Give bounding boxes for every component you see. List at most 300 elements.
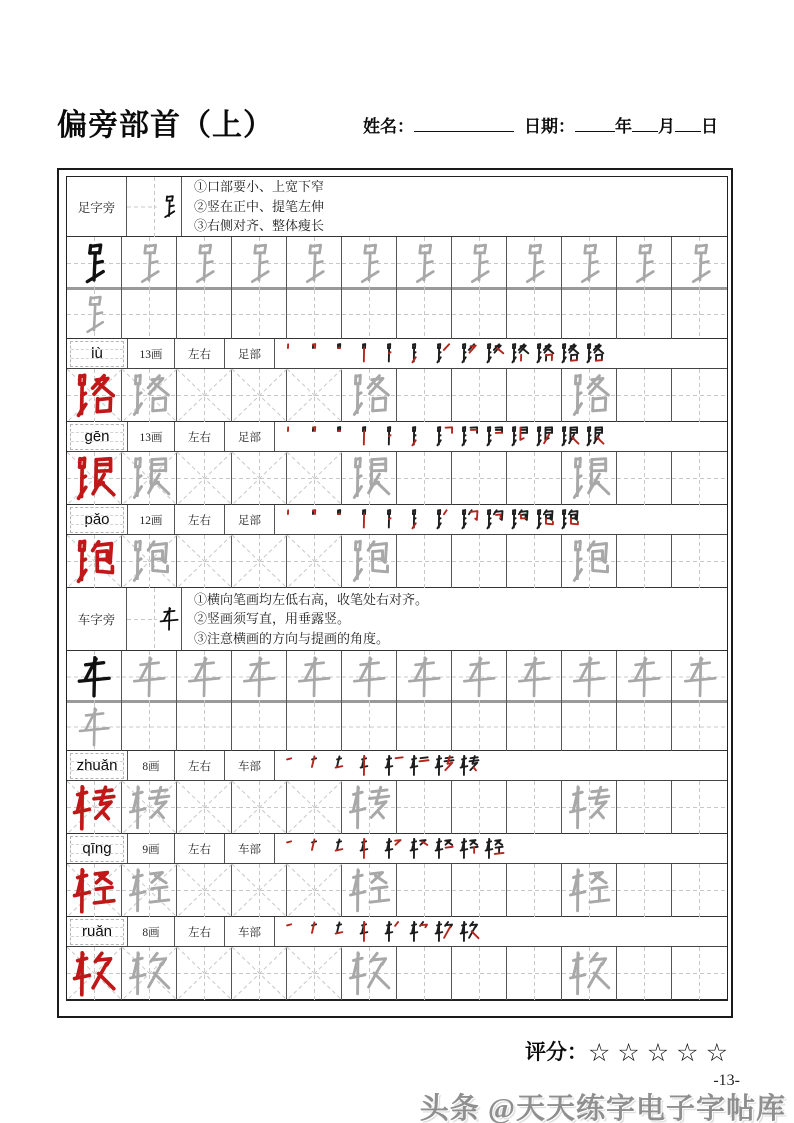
grid-cell bbox=[287, 452, 342, 505]
glyph-lu bbox=[384, 343, 405, 364]
grid-cell bbox=[397, 452, 452, 505]
glyph-qing bbox=[484, 838, 505, 859]
guide-grid bbox=[562, 290, 617, 339]
guide-grid bbox=[127, 177, 157, 237]
grid-cell bbox=[672, 452, 727, 505]
grid-cell bbox=[507, 237, 562, 290]
glyph-gen bbox=[127, 456, 172, 501]
char-practice-row bbox=[67, 947, 727, 1000]
guide-grid bbox=[342, 703, 397, 751]
grid-cell bbox=[617, 947, 672, 1000]
guide-grid bbox=[232, 452, 287, 505]
grid-cell bbox=[177, 947, 232, 1000]
tip-line: ①口部要小、上宽下窄 bbox=[194, 179, 325, 195]
grid-cell bbox=[287, 651, 342, 703]
glyph-zu bbox=[458, 243, 500, 285]
glyph-pao bbox=[559, 509, 580, 530]
section-header-row bbox=[67, 588, 727, 651]
glyph-lu bbox=[309, 343, 330, 364]
stroke-count-cell: 8画 bbox=[128, 917, 175, 946]
guide-grid bbox=[672, 703, 727, 751]
radical-label: 车字旁 bbox=[67, 588, 127, 650]
grid-cell bbox=[672, 651, 727, 703]
glyph-gen bbox=[384, 426, 405, 447]
pinyin-cell bbox=[67, 917, 128, 946]
radical-cell: 足部 bbox=[225, 339, 275, 368]
stroke-order-diagram bbox=[275, 917, 727, 946]
glyph-ruan bbox=[359, 921, 380, 942]
practice-sheet bbox=[57, 168, 733, 1018]
grid-cell bbox=[287, 864, 342, 917]
guide-grid bbox=[507, 535, 562, 588]
grid-cell bbox=[342, 651, 397, 703]
radical-cell: 车部 bbox=[225, 751, 275, 780]
glyph-zu bbox=[128, 243, 170, 285]
guide-grid bbox=[397, 452, 452, 505]
glyph-qing bbox=[459, 838, 480, 859]
guide-grid bbox=[127, 588, 157, 651]
grid-cell bbox=[672, 947, 727, 1000]
glyph-pao bbox=[534, 509, 555, 530]
stroke-count-cell: 9画 bbox=[128, 834, 175, 863]
glyph-che bbox=[679, 656, 721, 698]
guide-grid bbox=[397, 369, 452, 422]
glyph-ruan bbox=[347, 951, 392, 996]
grid-cell bbox=[67, 290, 122, 339]
glyph-che bbox=[348, 656, 390, 698]
pinyin-box: pǎo bbox=[70, 507, 124, 533]
glyph-gen bbox=[434, 426, 455, 447]
guide-grid bbox=[287, 452, 342, 505]
stroke-order-diagram bbox=[275, 339, 727, 368]
glyph-gen bbox=[567, 456, 612, 501]
grid-cell bbox=[672, 237, 727, 290]
glyph-che bbox=[458, 656, 500, 698]
stroke-order-diagram bbox=[275, 422, 727, 451]
grid-cell bbox=[562, 947, 617, 1000]
guide-grid bbox=[287, 535, 342, 588]
glyph-che bbox=[238, 656, 280, 698]
glyph-che bbox=[513, 656, 555, 698]
structure-cell: 左右 bbox=[175, 834, 225, 863]
grid-cell bbox=[452, 781, 507, 834]
grid-cell bbox=[67, 781, 122, 834]
guide-grid bbox=[287, 369, 342, 422]
grid-cell bbox=[232, 651, 287, 703]
tip-line: ②竖在正中、提笔左伸 bbox=[194, 198, 325, 214]
glyph-zu bbox=[513, 243, 555, 285]
guide-grid bbox=[177, 290, 232, 339]
guide-grid bbox=[452, 452, 507, 505]
glyph-zu bbox=[73, 243, 115, 285]
writing-tips bbox=[182, 588, 727, 650]
glyph-gen bbox=[559, 426, 580, 447]
guide-grid bbox=[397, 290, 452, 339]
grid-cell bbox=[122, 947, 177, 1000]
grid-cell bbox=[617, 369, 672, 422]
grid-cell bbox=[397, 237, 452, 290]
char-practice-row bbox=[67, 864, 727, 917]
grid-cell bbox=[672, 703, 727, 751]
date-label: 日期： bbox=[524, 117, 575, 136]
glyph-zhuan bbox=[334, 755, 355, 776]
glyph-pao bbox=[484, 509, 505, 530]
glyph-pao bbox=[127, 539, 172, 584]
guide-grid bbox=[617, 452, 672, 505]
guide-grid bbox=[617, 781, 672, 834]
grid-cell bbox=[617, 864, 672, 917]
guide-grid bbox=[177, 864, 232, 917]
glyph-lu bbox=[559, 343, 580, 364]
guide-grid bbox=[287, 290, 342, 339]
pinyin-cell bbox=[67, 505, 128, 534]
stroke-count-cell: 13画 bbox=[128, 339, 175, 368]
pinyin-box: qīng bbox=[70, 836, 124, 862]
grid-cell bbox=[342, 369, 397, 422]
guide-grid bbox=[617, 703, 672, 751]
radical-practice-row bbox=[67, 703, 727, 751]
glyph-gen bbox=[584, 426, 605, 447]
score-label: 评分： bbox=[524, 1040, 588, 1064]
grid-cell bbox=[342, 290, 397, 339]
grid-cell bbox=[562, 452, 617, 505]
glyph-qing bbox=[284, 838, 305, 859]
grid-cell bbox=[617, 452, 672, 505]
day-blank bbox=[675, 117, 701, 132]
grid-cell bbox=[397, 535, 452, 588]
grid-cell bbox=[122, 369, 177, 422]
guide-grid bbox=[397, 781, 452, 834]
guide-grid bbox=[507, 290, 562, 339]
glyph-pao bbox=[509, 509, 530, 530]
char-practice-row bbox=[67, 369, 727, 422]
glyph-lu bbox=[127, 373, 172, 418]
glyph-zhuan bbox=[409, 755, 430, 776]
guide-grid bbox=[507, 703, 562, 751]
page-number: -13- bbox=[713, 1072, 740, 1089]
glyph-zhuan bbox=[459, 755, 480, 776]
guide-grid bbox=[672, 864, 727, 917]
guide-grid bbox=[672, 535, 727, 588]
writing-tips bbox=[182, 177, 727, 236]
glyph-zu bbox=[348, 243, 390, 285]
radical-trace-row bbox=[67, 651, 727, 703]
grid-cell bbox=[507, 703, 562, 751]
tip-line: ③右侧对齐、整体瘦长 bbox=[194, 218, 325, 234]
glyph-gen bbox=[284, 426, 305, 447]
grid-cell bbox=[507, 369, 562, 422]
guide-grid bbox=[452, 781, 507, 834]
grid-cell bbox=[342, 947, 397, 1000]
grid-cell bbox=[672, 290, 727, 339]
structure-cell: 左右 bbox=[175, 751, 225, 780]
glyph-zhuan bbox=[127, 785, 172, 830]
guide-grid bbox=[452, 535, 507, 588]
guide-grid bbox=[177, 781, 232, 834]
stroke-count-cell: 8画 bbox=[128, 751, 175, 780]
guide-grid bbox=[562, 703, 617, 751]
glyph-lu bbox=[509, 343, 530, 364]
grid-cell bbox=[232, 864, 287, 917]
guide-grid bbox=[617, 947, 672, 1000]
guide-grid bbox=[177, 452, 232, 505]
guide-grid bbox=[617, 369, 672, 422]
grid-cell bbox=[122, 237, 177, 290]
char-practice-row bbox=[67, 781, 727, 834]
grid-cell bbox=[562, 864, 617, 917]
glyph-pao bbox=[409, 509, 430, 530]
guide-grid bbox=[397, 703, 452, 751]
radical-trace-row bbox=[67, 237, 727, 290]
pinyin-box: ruǎn bbox=[70, 919, 124, 945]
glyph-lu bbox=[347, 373, 392, 418]
grid-cell bbox=[287, 703, 342, 751]
guide-grid bbox=[452, 864, 507, 917]
grid-cell bbox=[562, 290, 617, 339]
grid-cell bbox=[177, 369, 232, 422]
structure-cell: 左右 bbox=[175, 422, 225, 451]
grid-cell bbox=[342, 703, 397, 751]
grid-cell bbox=[672, 369, 727, 422]
glyph-pao bbox=[459, 509, 480, 530]
grid-cell bbox=[562, 781, 617, 834]
char-info-row bbox=[67, 505, 727, 535]
grid-cell bbox=[177, 535, 232, 588]
guide-grid bbox=[507, 369, 562, 422]
guide-grid bbox=[287, 947, 342, 1000]
name-date-row bbox=[363, 112, 718, 137]
grid-cell bbox=[67, 947, 122, 1000]
grid-cell bbox=[287, 290, 342, 339]
grid-cell bbox=[397, 290, 452, 339]
glyph-qing bbox=[409, 838, 430, 859]
radical-example-cell bbox=[127, 177, 182, 236]
grid-cell bbox=[452, 651, 507, 703]
structure-cell: 左右 bbox=[175, 505, 225, 534]
glyph-qing bbox=[567, 868, 612, 913]
grid-cell bbox=[67, 369, 122, 422]
stroke-order-diagram bbox=[275, 751, 727, 780]
grid-cell bbox=[452, 535, 507, 588]
grid-cell bbox=[507, 781, 562, 834]
guide-grid bbox=[177, 369, 232, 422]
glyph-gen bbox=[484, 426, 505, 447]
grid-cell bbox=[177, 290, 232, 339]
guide-grid bbox=[452, 947, 507, 1000]
grid-cell bbox=[617, 290, 672, 339]
grid-cell bbox=[452, 369, 507, 422]
glyph-gen bbox=[534, 426, 555, 447]
stroke-count-cell: 12画 bbox=[128, 505, 175, 534]
month-suffix: 月 bbox=[658, 117, 675, 136]
guide-grid bbox=[177, 535, 232, 588]
char-info-row bbox=[67, 834, 727, 864]
glyph-gen bbox=[347, 456, 392, 501]
grid-cell bbox=[232, 369, 287, 422]
grid-cell bbox=[617, 651, 672, 703]
guide-grid bbox=[177, 947, 232, 1000]
guide-grid bbox=[232, 781, 287, 834]
glyph-lu bbox=[567, 373, 612, 418]
glyph-lu bbox=[584, 343, 605, 364]
glyph-zu bbox=[568, 243, 610, 285]
grid-cell bbox=[397, 781, 452, 834]
grid-cell bbox=[562, 369, 617, 422]
tip-line: ①横向笔画均左低右高，收笔处右对齐。 bbox=[194, 591, 429, 607]
guide-grid bbox=[397, 535, 452, 588]
glyph-gen bbox=[359, 426, 380, 447]
grid-cell bbox=[507, 947, 562, 1000]
glyph-pao bbox=[284, 509, 305, 530]
grid-cell bbox=[397, 947, 452, 1000]
grid-cell bbox=[562, 237, 617, 290]
glyph-pao bbox=[567, 539, 612, 584]
glyph-ruan bbox=[284, 921, 305, 942]
guide-grid bbox=[672, 290, 727, 339]
glyph-ruan bbox=[567, 951, 612, 996]
grid-cell bbox=[452, 703, 507, 751]
glyph-lu bbox=[284, 343, 305, 364]
grid-cell bbox=[287, 947, 342, 1000]
glyph-gen bbox=[459, 426, 480, 447]
glyph-pao bbox=[434, 509, 455, 530]
glyph-qing bbox=[71, 868, 117, 914]
tip-line: ②竖画须写直，用垂露竖。 bbox=[194, 611, 351, 627]
radical-cell: 足部 bbox=[225, 505, 275, 534]
grid-cell bbox=[122, 703, 177, 751]
page-title: 偏旁部首（上） bbox=[57, 109, 274, 142]
char-info-row bbox=[67, 751, 727, 781]
grid-cell bbox=[452, 290, 507, 339]
name-blank bbox=[414, 117, 514, 132]
grid-cell bbox=[177, 651, 232, 703]
grid-cell bbox=[67, 452, 122, 505]
grid-cell bbox=[122, 781, 177, 834]
pinyin-box: lù bbox=[70, 341, 124, 367]
grid-cell bbox=[67, 703, 122, 751]
stroke-count-cell: 13画 bbox=[128, 422, 175, 451]
glyph-lu bbox=[359, 343, 380, 364]
glyph-zu bbox=[293, 243, 335, 285]
glyph-zhuan bbox=[71, 785, 117, 831]
grid-cell bbox=[452, 864, 507, 917]
grid-cell bbox=[232, 947, 287, 1000]
glyph-gen bbox=[409, 426, 430, 447]
glyph-che bbox=[183, 656, 225, 698]
structure-cell: 左右 bbox=[175, 917, 225, 946]
grid-cell bbox=[617, 237, 672, 290]
guide-grid bbox=[232, 290, 287, 339]
radical-label: 足字旁 bbox=[67, 177, 127, 236]
grid-cell bbox=[287, 781, 342, 834]
glyph-ruan bbox=[309, 921, 330, 942]
grid-cell bbox=[342, 535, 397, 588]
glyph-gen bbox=[509, 426, 530, 447]
guide-grid bbox=[507, 781, 562, 834]
grid-cell bbox=[672, 781, 727, 834]
guide-grid bbox=[507, 864, 562, 917]
guide-grid bbox=[617, 535, 672, 588]
glyph-pao bbox=[309, 509, 330, 530]
grid-cell bbox=[452, 947, 507, 1000]
glyph-zu bbox=[403, 243, 445, 285]
guide-grid bbox=[232, 703, 287, 751]
guide-grid bbox=[287, 864, 342, 917]
guide-grid bbox=[342, 290, 397, 339]
glyph-lu bbox=[534, 343, 555, 364]
radical-cell: 车部 bbox=[225, 917, 275, 946]
glyph-zu bbox=[623, 243, 665, 285]
month-blank bbox=[632, 117, 658, 132]
guide-grid bbox=[617, 290, 672, 339]
guide-grid bbox=[672, 781, 727, 834]
grid-cell bbox=[617, 781, 672, 834]
guide-grid bbox=[122, 290, 177, 339]
glyph-gen bbox=[309, 426, 330, 447]
glyph-zhuan bbox=[284, 755, 305, 776]
pinyin-box: zhuǎn bbox=[70, 753, 124, 779]
glyph-qing bbox=[359, 838, 380, 859]
char-practice-row bbox=[67, 535, 727, 588]
grid-cell bbox=[122, 452, 177, 505]
structure-cell: 左右 bbox=[175, 339, 225, 368]
glyph-che bbox=[623, 656, 665, 698]
stroke-order-diagram bbox=[275, 505, 727, 534]
guide-grid bbox=[452, 703, 507, 751]
glyph-lu bbox=[434, 343, 455, 364]
guide-grid bbox=[672, 947, 727, 1000]
grid-cell bbox=[232, 703, 287, 751]
guide-grid bbox=[507, 947, 562, 1000]
grid-cell bbox=[232, 781, 287, 834]
grid-cell bbox=[67, 864, 122, 917]
glyph-ruan bbox=[127, 951, 172, 996]
grid-cell bbox=[122, 864, 177, 917]
guide-grid bbox=[397, 864, 452, 917]
year-blank bbox=[575, 117, 615, 132]
glyph-che bbox=[568, 656, 610, 698]
glyph-lu bbox=[459, 343, 480, 364]
grid-cell bbox=[452, 452, 507, 505]
grid-cell bbox=[672, 535, 727, 588]
grid-cell bbox=[177, 781, 232, 834]
glyph-qing bbox=[334, 838, 355, 859]
radical-practice-row bbox=[67, 290, 727, 339]
grid-cell bbox=[177, 452, 232, 505]
glyph-zhuan bbox=[567, 785, 612, 830]
guide-grid bbox=[122, 703, 177, 751]
glyph-ruan bbox=[459, 921, 480, 942]
star-rating: ☆☆☆☆☆ bbox=[587, 1040, 735, 1067]
glyph-che bbox=[293, 656, 335, 698]
practice-grid bbox=[66, 176, 728, 1001]
guide-grid bbox=[507, 452, 562, 505]
grid-cell bbox=[397, 703, 452, 751]
glyph-ruan bbox=[384, 921, 405, 942]
grid-cell bbox=[177, 703, 232, 751]
grid-cell bbox=[617, 535, 672, 588]
pinyin-box: gēn bbox=[70, 424, 124, 450]
grid-cell bbox=[342, 781, 397, 834]
grid-cell bbox=[122, 290, 177, 339]
glyph-qing bbox=[384, 838, 405, 859]
grid-cell bbox=[342, 237, 397, 290]
radical-cell: 车部 bbox=[225, 834, 275, 863]
grid-cell bbox=[177, 864, 232, 917]
grid-cell bbox=[287, 369, 342, 422]
radical-cell: 足部 bbox=[225, 422, 275, 451]
tip-line: ③注意横画的方向与提画的角度。 bbox=[194, 630, 390, 646]
